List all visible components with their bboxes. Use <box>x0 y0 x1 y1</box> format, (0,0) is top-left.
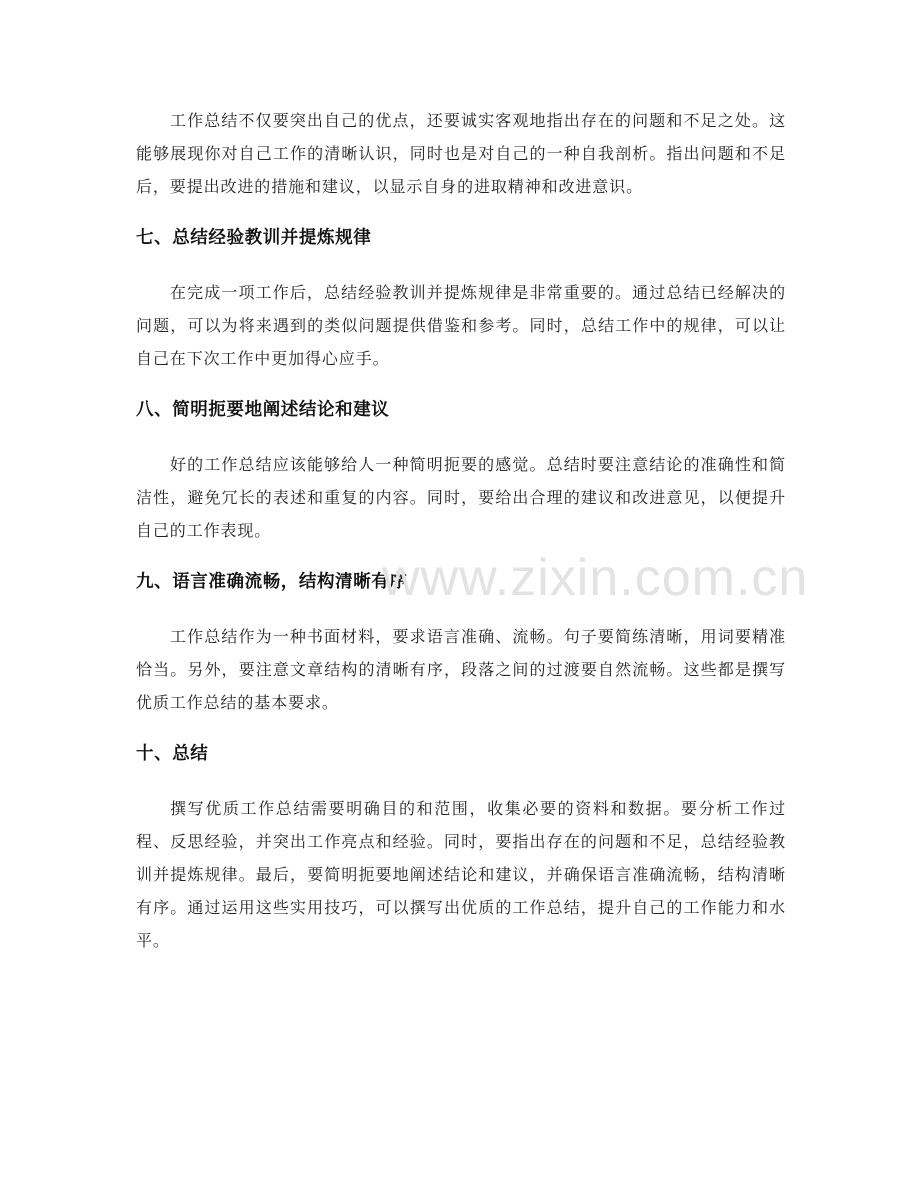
section-body-8: 好的工作总结应该能够给人一种简明扼要的感觉。总结时要注意结论的准确性和简洁性，避免冗长的表述和重复的内容。同时，要给出合理的建议和改进意见，以便提升自己的工作表现。 <box>136 455 786 540</box>
section-body-10: 撰写优质工作总结需要明确目的和范围，收集必要的资料和数据。要分析工作过程、反思经验，并突出工作亮点和经验。同时，要指出存在的问题和不足，总结经验教训并提炼规律。最后，要简明扼要地阐述结论和建议，并确保语言准确流畅，结构清晰有序。通过运用这些实用技巧，可以撰写出优质的工作总结，提升自己的工作能力和水平。 <box>136 799 786 950</box>
section-heading-7: 七、总结经验教训并提炼规律 <box>136 228 372 248</box>
intro-paragraph: 工作总结不仅要突出自己的优点，还要诚实客观地指出存在的问题和不足之处。这能够展现你对自己工作的清晰认识，同时也是对自己的一种自我剖析。指出问题和不足后，要提出改进的措施和建议，以显示自身的进取精神和改进意识。 <box>136 111 786 196</box>
section-heading-10: 十、总结 <box>136 744 209 764</box>
section-body-9: 工作总结作为一种书面材料，要求语言准确、流畅。句子要简练清晰，用词要精准恰当。另外，要注意文章结构的清晰有序，段落之间的过渡要自然流畅。这些都是撰写优质工作总结的基本要求。 <box>136 627 786 712</box>
section-heading-8: 八、简明扼要地阐述结论和建议 <box>136 400 390 420</box>
watermark: www.zixin.com.cn <box>382 549 809 607</box>
section-heading-9: 九、语言准确流畅，结构清晰有序 <box>136 572 408 592</box>
document-content <box>136 104 786 957</box>
section-body-7: 在完成一项工作后，总结经验教训并提炼规律是非常重要的。通过总结已经解决的问题，可以为将来遇到的类似问题提供借鉴和参考。同时，总结工作中的规律，可以让自己在下次工作中更加得心应手。 <box>136 283 786 368</box>
